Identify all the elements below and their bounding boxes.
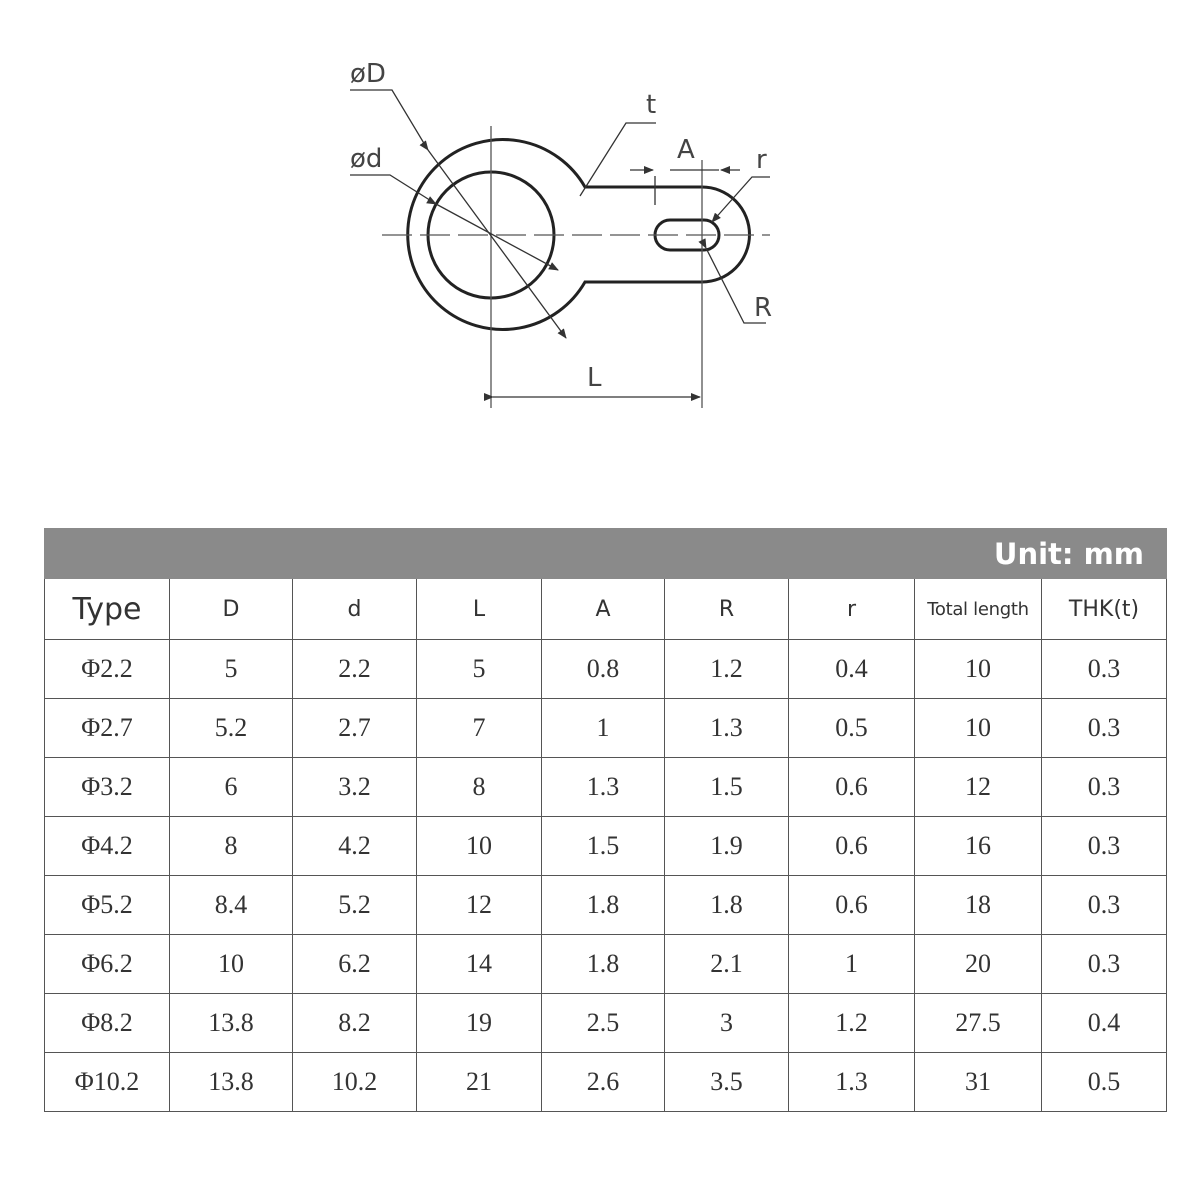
table-cell: 0.3 [1042, 758, 1167, 817]
table-row [45, 758, 1167, 817]
table-cell: 2.5 [542, 994, 665, 1053]
table-cell: 10 [417, 817, 542, 876]
table-cell: 0.6 [789, 876, 915, 935]
table-cell: 8 [417, 758, 542, 817]
thickness-label: t [646, 90, 657, 120]
center-lines [382, 126, 773, 408]
inner-diameter-leader [350, 175, 436, 204]
table-row [45, 699, 1167, 758]
table-cell: 1.9 [665, 817, 789, 876]
table-cell: 4.2 [293, 817, 417, 876]
large-radius-label: R [754, 293, 773, 323]
table-cell: Φ2.2 [45, 640, 170, 699]
table-cell: Φ5.2 [45, 876, 170, 935]
table-cell: 2.6 [542, 1053, 665, 1112]
table-cell: 8.2 [293, 994, 417, 1053]
table-cell: 0.8 [542, 640, 665, 699]
unit-label: Unit: mm [45, 529, 1167, 579]
table-cell: Φ4.2 [45, 817, 170, 876]
table-row [45, 994, 1167, 1053]
table-cell: 27.5 [915, 994, 1042, 1053]
dimension-leaders [350, 90, 773, 397]
table-cell: 0.3 [1042, 699, 1167, 758]
table-cell: 12 [915, 758, 1042, 817]
table-cell: 21 [417, 1053, 542, 1112]
table-cell: 1.2 [789, 994, 915, 1053]
table-cell: 0.4 [789, 640, 915, 699]
table-cell: 0.6 [789, 817, 915, 876]
table-cell: 1.8 [665, 876, 789, 935]
table-row [45, 935, 1167, 994]
small-radius-leader [712, 177, 770, 222]
table-cell: 1.3 [665, 699, 789, 758]
slot-width-label: A [677, 135, 695, 165]
column-header-total-length: Total length [915, 579, 1042, 640]
table-cell: 7 [417, 699, 542, 758]
table-cell: 2.2 [293, 640, 417, 699]
column-header-row [45, 579, 1167, 640]
table-row [45, 876, 1167, 935]
column-header-a: A [542, 579, 665, 640]
column-header-r-small: r [789, 579, 915, 640]
table-cell: 8.4 [170, 876, 293, 935]
table-cell: Φ3.2 [45, 758, 170, 817]
table-cell: 8 [170, 817, 293, 876]
table-cell: 0.3 [1042, 817, 1167, 876]
inner-diameter-label: ød [350, 144, 383, 174]
table-cell: 3.2 [293, 758, 417, 817]
table-cell: 12 [417, 876, 542, 935]
table-cell: 6 [170, 758, 293, 817]
outer-diameter-label: øD [350, 59, 386, 89]
column-header-r-large: R [665, 579, 789, 640]
table-cell: 5.2 [170, 699, 293, 758]
table-cell: 10 [915, 699, 1042, 758]
table-cell: Φ2.7 [45, 699, 170, 758]
table-row [45, 640, 1167, 699]
table-cell: 31 [915, 1053, 1042, 1112]
table-cell: 1.3 [542, 758, 665, 817]
table-cell: 18 [915, 876, 1042, 935]
table-cell: 5 [417, 640, 542, 699]
column-header-thickness: THK(t) [1042, 579, 1167, 640]
table-cell: 10 [170, 935, 293, 994]
table-cell: 2.1 [665, 935, 789, 994]
table-cell: 1 [542, 699, 665, 758]
column-header-d-inner: d [293, 579, 417, 640]
table-cell: 1.5 [542, 817, 665, 876]
table-cell: 0.5 [1042, 1053, 1167, 1112]
table-cell: Φ6.2 [45, 935, 170, 994]
ring-terminal-technical-drawing [0, 0, 1200, 480]
column-header-d-outer: D [170, 579, 293, 640]
table-cell: 5.2 [293, 876, 417, 935]
table-cell: 13.8 [170, 1053, 293, 1112]
table-row [45, 817, 1167, 876]
unit-header-row [45, 529, 1167, 579]
small-radius-label: r [756, 145, 767, 175]
table-cell: 6.2 [293, 935, 417, 994]
table-cell: 1.5 [665, 758, 789, 817]
table-row [45, 1053, 1167, 1112]
table-cell: 0.6 [789, 758, 915, 817]
table-cell: 13.8 [170, 994, 293, 1053]
table-cell: 10 [915, 640, 1042, 699]
column-header-l: L [417, 579, 542, 640]
table-cell: 0.4 [1042, 994, 1167, 1053]
table-cell: 19 [417, 994, 542, 1053]
table-cell: 1.8 [542, 935, 665, 994]
table-cell: 0.3 [1042, 935, 1167, 994]
table-cell: 14 [417, 935, 542, 994]
table-cell: 1.8 [542, 876, 665, 935]
thickness-leader [580, 123, 656, 196]
table-cell: 1 [789, 935, 915, 994]
table-cell: 1.2 [665, 640, 789, 699]
table-cell: 0.3 [1042, 876, 1167, 935]
table-cell: 0.3 [1042, 640, 1167, 699]
table-cell: 16 [915, 817, 1042, 876]
outer-diameter-leader [350, 90, 428, 150]
table-cell: 1.3 [789, 1053, 915, 1112]
table-cell: 5 [170, 640, 293, 699]
table-cell: Φ8.2 [45, 994, 170, 1053]
table-cell: 3.5 [665, 1053, 789, 1112]
specification-table [44, 528, 1167, 1112]
table-cell: 3 [665, 994, 789, 1053]
column-header-type: Type [45, 579, 170, 640]
table-cell: 2.7 [293, 699, 417, 758]
table-cell: Φ10.2 [45, 1053, 170, 1112]
table-cell: 20 [915, 935, 1042, 994]
table-cell: 10.2 [293, 1053, 417, 1112]
length-label: L [587, 363, 602, 393]
table-cell: 0.5 [789, 699, 915, 758]
